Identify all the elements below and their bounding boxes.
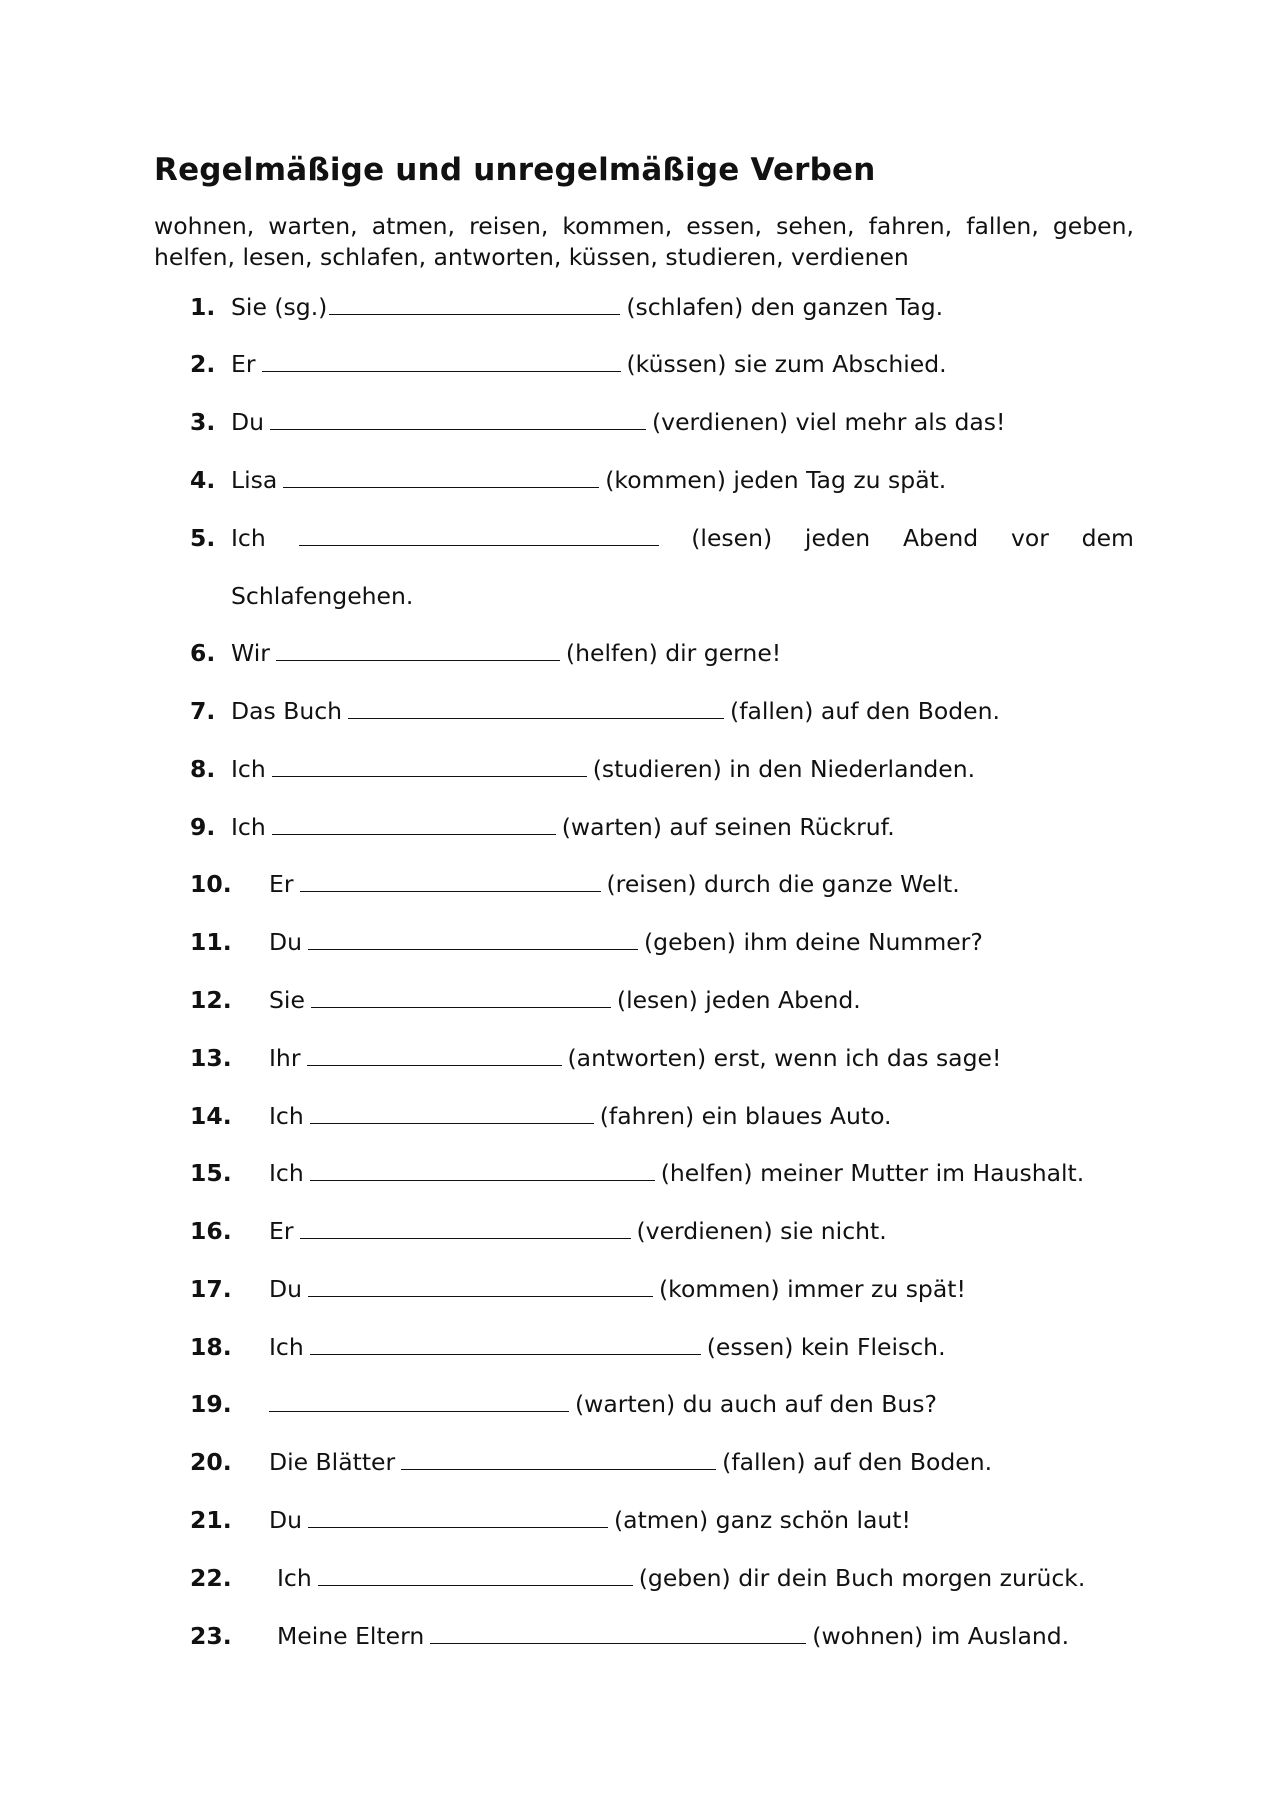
sentence-end: (warten) auf seinen Rückruf. xyxy=(561,813,895,841)
sentence-start: Du xyxy=(231,408,264,436)
answer-blank[interactable] xyxy=(348,696,724,719)
sentence-start: Ich xyxy=(269,1102,304,1130)
word-bank: wohnen, warten, atmen, reisen, kommen, essen, sehen, fahren, fallen, geben, helfen, lesen, schlafen, antworten, küssen, studieren, verdienen xyxy=(154,212,1134,271)
answer-blank[interactable] xyxy=(308,927,638,950)
sentence-start: Lisa xyxy=(231,466,278,494)
answer-blank[interactable] xyxy=(300,1216,631,1239)
answer-blank[interactable] xyxy=(272,812,556,835)
sentence-end: (verdienen) viel mehr als das! xyxy=(652,408,1006,436)
answer-blank[interactable] xyxy=(299,523,659,546)
exercise-number: 12. xyxy=(190,986,232,1014)
exercise-number: 2. xyxy=(190,350,216,378)
answer-blank[interactable] xyxy=(307,1043,562,1066)
exercise-number: 11. xyxy=(190,928,232,956)
exercise-number: 19. xyxy=(190,1390,232,1418)
sentence-end: (helfen) meiner Mutter im Haushalt. xyxy=(660,1159,1085,1187)
answer-blank[interactable] xyxy=(311,985,611,1008)
sentence-start: Er xyxy=(269,1217,294,1245)
exercise-number: 18. xyxy=(190,1333,232,1361)
answer-blank[interactable] xyxy=(308,1505,608,1528)
sentence-word: dem xyxy=(1081,524,1134,552)
sentence-end: (geben) ihm deine Nummer? xyxy=(644,928,983,956)
sentence-end: (warten) du auch auf den Bus? xyxy=(575,1390,938,1418)
sentence-start: Meine Eltern xyxy=(277,1622,425,1650)
exercise-number: 1. xyxy=(190,293,216,321)
exercise-number: 23. xyxy=(190,1622,232,1650)
answer-blank[interactable] xyxy=(272,754,587,777)
exercise-number: 21. xyxy=(190,1506,232,1534)
exercise-number: 8. xyxy=(190,755,216,783)
sentence-start: Ihr xyxy=(269,1044,301,1072)
sentence-end: (küssen) sie zum Abschied. xyxy=(626,350,947,378)
sentence-start: Ich xyxy=(269,1159,304,1187)
exercise-continuation: Schlafengehen. xyxy=(231,582,414,610)
sentence-start: Du xyxy=(269,928,302,956)
sentence-start: Du xyxy=(269,1506,302,1534)
sentence-end: (fahren) ein blaues Auto. xyxy=(599,1102,892,1130)
answer-blank[interactable] xyxy=(329,292,620,315)
sentence-end: (kommen) jeden Tag zu spät. xyxy=(605,466,947,494)
sentence-end: (kommen) immer zu spät! xyxy=(659,1275,966,1303)
sentence-end: (wohnen) im Ausland. xyxy=(812,1622,1070,1650)
answer-blank[interactable] xyxy=(270,407,646,430)
sentence-start: Wir xyxy=(231,639,270,667)
sentence-end: (geben) dir dein Buch morgen zurück. xyxy=(638,1564,1086,1592)
answer-blank[interactable] xyxy=(310,1158,655,1181)
answer-blank[interactable] xyxy=(269,1389,569,1412)
sentence-end: (studieren) in den Niederlanden. xyxy=(592,755,976,783)
exercise-number: 20. xyxy=(190,1448,232,1476)
sentence-start: Du xyxy=(269,1275,302,1303)
exercise-number: 22. xyxy=(190,1564,232,1592)
answer-blank[interactable] xyxy=(430,1621,806,1644)
answer-blank[interactable] xyxy=(308,1274,653,1297)
sentence-end: (antworten) erst, wenn ich das sage! xyxy=(567,1044,1002,1072)
answer-blank[interactable] xyxy=(262,349,621,372)
sentence-start: Ich xyxy=(269,1333,304,1361)
sentence-end: (schlafen) den ganzen Tag. xyxy=(626,293,944,321)
sentence-end: (fallen) auf den Boden. xyxy=(730,697,1000,725)
exercise-number: 16. xyxy=(190,1217,232,1245)
answer-blank[interactable] xyxy=(310,1101,594,1124)
sentence-end: (reisen) durch die ganze Welt. xyxy=(606,870,960,898)
sentence-word: jeden xyxy=(804,524,871,552)
sentence-start: Ich xyxy=(231,524,266,552)
sentence-end: (atmen) ganz schön laut! xyxy=(614,1506,911,1534)
sentence-start: Die Blätter xyxy=(269,1448,396,1476)
answer-blank[interactable] xyxy=(310,1332,701,1355)
page-title: Regelmäßige und unregelmäßige Verben xyxy=(154,152,876,188)
answer-blank[interactable] xyxy=(401,1447,716,1470)
sentence-start: Er xyxy=(231,350,256,378)
sentence-end: (lesen) jeden Abend. xyxy=(616,986,861,1014)
exercise-number: 10. xyxy=(190,870,232,898)
exercise-number: 6. xyxy=(190,639,216,667)
sentence-start: Sie (sg.) xyxy=(231,293,328,321)
answer-blank[interactable] xyxy=(283,465,599,488)
sentence-word: Abend xyxy=(902,524,979,552)
answer-blank[interactable] xyxy=(318,1563,633,1586)
sentence-start: Ich xyxy=(231,813,266,841)
exercise-number: 4. xyxy=(190,466,216,494)
exercise-number: 3. xyxy=(190,408,216,436)
exercise-number: 7. xyxy=(190,697,216,725)
sentence-start: Er xyxy=(269,870,294,898)
exercise-number: 14. xyxy=(190,1102,232,1130)
sentence-end: (helfen) dir gerne! xyxy=(565,639,782,667)
exercise-number: 9. xyxy=(190,813,216,841)
sentence-start: Ich xyxy=(277,1564,312,1592)
sentence-word: vor xyxy=(1010,524,1049,552)
exercise-5-line xyxy=(231,523,1134,553)
sentence-start: Sie xyxy=(269,986,305,1014)
sentence-end: (fallen) auf den Boden. xyxy=(722,1448,993,1476)
sentence-word: (lesen) xyxy=(691,524,773,552)
exercise-number: 5. xyxy=(190,524,216,552)
exercise-number: 13. xyxy=(190,1044,232,1072)
answer-blank[interactable] xyxy=(300,869,601,892)
sentence-start: Ich xyxy=(231,755,266,783)
sentence-start: Das Buch xyxy=(231,697,343,725)
sentence-end: (essen) kein Fleisch. xyxy=(706,1333,946,1361)
exercise-number: 17. xyxy=(190,1275,232,1303)
exercise-number: 15. xyxy=(190,1159,232,1187)
answer-blank[interactable] xyxy=(276,638,560,661)
sentence-end: (verdienen) sie nicht. xyxy=(636,1217,887,1245)
